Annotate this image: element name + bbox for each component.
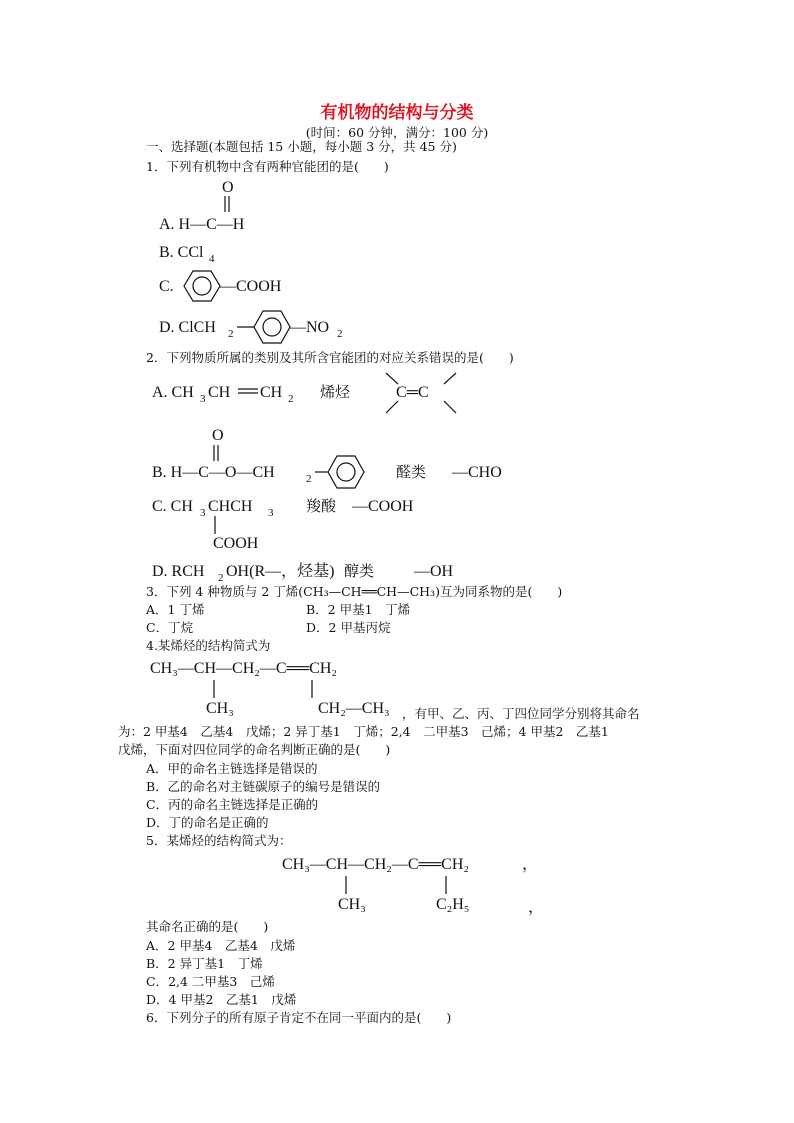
q2-stem: 2．下列物质所属的类别及其所含官能团的对应关系错误的是( ) — [146, 350, 514, 365]
section-header: 一、选择题(本题包括 15 小题，每小题 3 分，共 45 分) — [146, 139, 457, 154]
q1-option-d-sub: 2 — [228, 328, 234, 340]
q4-option-b: B．乙的命名对主链碳原子的编号是错误的 — [146, 779, 381, 794]
q1-option-b-sub: 4 — [209, 253, 215, 265]
q5-ask: 其命名正确的是( ) — [146, 919, 269, 934]
q5-option-d: D．4 甲基2 乙基1 戊烯 — [146, 992, 297, 1007]
q5-option-a: A．2 甲基4 乙基4 戊烯 — [146, 938, 296, 953]
svg-text:3: 3 — [268, 507, 274, 519]
q5-option-b: B．2 异丁基1 丁烯 — [146, 956, 263, 971]
q2-c-class: 羧酸 — [306, 497, 337, 515]
page-title: 有机物的结构与分类 — [320, 103, 474, 123]
q1-option-a: A. H—C—H — [159, 216, 245, 233]
q2-b-group: —CHO — [452, 464, 502, 481]
q2-d-group: —OH — [414, 563, 454, 580]
q2-b-class: 醛类 — [396, 463, 427, 481]
q1-option-d-label: D. ClCH — [159, 319, 216, 336]
q4-line2: 为：2 甲基4 乙基4 戊烯；2 异丁基1 丁烯；2,4 二甲基3 己烯；4 甲基2 乙基1 — [118, 724, 609, 739]
q2-b-oxygen: O — [212, 427, 224, 444]
q4-line1: ，有甲、乙、丙、丁四位同学分别将其命名 — [402, 706, 640, 721]
q3-option-b: B．2 甲基1 丁烯 — [306, 602, 411, 617]
page-subtitle: (时间：60 分钟，满分：100 分) — [305, 125, 489, 140]
q4-line3: 戊烯，下面对四位同学的命名判断正确的是( ) — [118, 742, 391, 757]
q1-option-c-group: —COOH — [220, 278, 282, 295]
q5-option-c: C．2,4 二甲基3 己烯 — [146, 974, 275, 989]
q2-a-formula: A. CH — [152, 384, 194, 401]
q4-option-a: A．甲的命名主链选择是错误的 — [146, 761, 318, 776]
q6-stem: 6．下列分子的所有原子肯定不在同一平面内的是( ) — [146, 1010, 452, 1025]
q3-option-d: D．2 甲基丙烷 — [306, 620, 391, 635]
q4-branch1: CH₃ — [206, 700, 234, 717]
svg-text:2: 2 — [218, 572, 224, 584]
q4-main-chain: CH₃—CH—CH₂—C══CH₂ — [150, 660, 337, 677]
q4-branch2: CH₂—CH₃ — [318, 700, 390, 717]
q2-a-group: C═C — [396, 384, 429, 401]
q5-stem: 5．某烯烃的结构简式为： — [146, 833, 292, 848]
q5-comma1: ， — [522, 856, 539, 873]
svg-text:2: 2 — [288, 393, 294, 405]
svg-text:3: 3 — [200, 393, 206, 405]
q3-option-c: C．丁烷 — [146, 620, 194, 635]
q1-stem: 1．下列有机物中含有两种官能团的是( ) — [146, 159, 389, 174]
q1-option-c-label: C. — [159, 278, 174, 295]
q5-branch2: C₂H₅ — [436, 896, 470, 913]
q1-option-b: B. CCl — [159, 244, 204, 261]
q4-stem: 4.某烯烃的结构简式为 — [146, 638, 271, 653]
svg-text:3: 3 — [200, 507, 206, 519]
q1-option-d-group: —NO — [290, 319, 330, 336]
q2-c-group: —COOH — [352, 498, 414, 515]
svg-text:CH: CH — [208, 384, 231, 401]
q5-main-chain: CH₃—CH—CH₂—C══CH₂ — [282, 856, 469, 873]
q5-branch1: CH₃ — [338, 896, 366, 913]
svg-text:2: 2 — [306, 473, 312, 485]
q2-c-formula: C. CH — [152, 498, 193, 515]
q2-b-formula: B. H—C—O—CH — [152, 464, 275, 481]
q1-a-oxygen: O — [222, 179, 234, 196]
q3-stem: 3．下列 4 种物质与 2 丁烯(CH₃—CH══CH—CH₃)互为同系物的是( ) — [146, 584, 563, 599]
q2-d-class: 醇类 — [344, 562, 375, 580]
svg-text:CH: CH — [260, 384, 283, 401]
q2-a-class: 烯烃 — [320, 383, 351, 401]
q4-option-d: D．丁的命名是正确的 — [146, 815, 269, 830]
q5-comma2: ， — [528, 899, 545, 916]
svg-text:CHCH: CHCH — [208, 498, 253, 515]
q3-option-a: A．1 丁烯 — [146, 602, 205, 617]
q2-c-branch: COOH — [213, 535, 259, 552]
svg-text:OH(R—，烃基): OH(R—，烃基) — [226, 563, 335, 580]
q2-d-formula: D. RCH — [152, 563, 205, 580]
q1-option-d-group-sub: 2 — [337, 328, 343, 340]
q4-option-c: C．丙的命名主链选择是正确的 — [146, 797, 319, 812]
